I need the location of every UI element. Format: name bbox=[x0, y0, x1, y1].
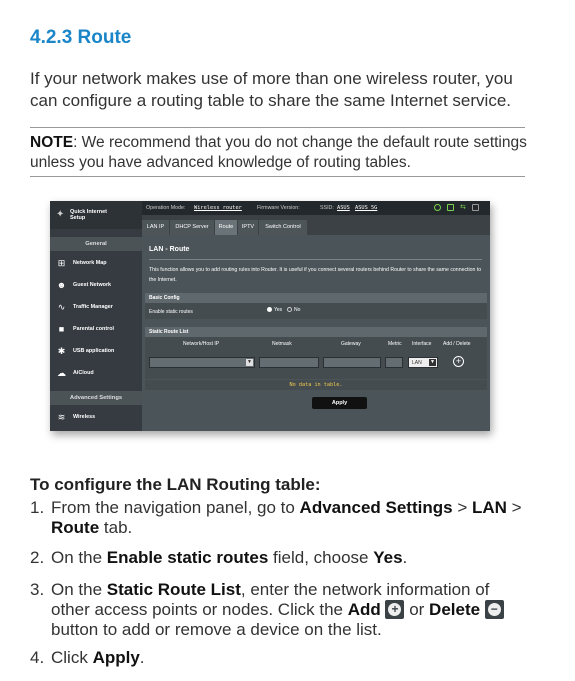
note-text: : We recommend that you do not change the default route settings unless you have advanced knowledge of routing tables. bbox=[30, 134, 527, 171]
usb-status-icon[interactable]: ⇆ bbox=[460, 204, 466, 211]
step-text: From the navigation panel, go to bbox=[51, 498, 300, 517]
step-text: On the bbox=[51, 548, 107, 567]
step-bold: Apply bbox=[92, 648, 140, 667]
add-icon[interactable]: + bbox=[453, 356, 464, 367]
firmware-label: Firmware Version: bbox=[257, 205, 300, 211]
operation-mode-value[interactable]: Wireless router bbox=[194, 205, 242, 211]
step-bold: Enable static routes bbox=[106, 548, 269, 567]
minus-icon: − bbox=[488, 603, 501, 616]
qis-label-2: Setup bbox=[70, 215, 86, 221]
guest-network-icon: ☻ bbox=[56, 280, 67, 290]
col-interface: Interface bbox=[412, 341, 432, 347]
sidebar bbox=[50, 201, 142, 431]
step-text: . bbox=[402, 548, 408, 567]
interface-value: LAN bbox=[412, 360, 422, 366]
sidebar-item-parental-control[interactable] bbox=[50, 318, 142, 340]
apply-button[interactable]: Apply bbox=[312, 397, 367, 409]
radio-yes-label: Yes bbox=[274, 307, 283, 313]
step-text: Click bbox=[51, 648, 93, 667]
gateway-input[interactable] bbox=[323, 357, 381, 368]
step-text: > bbox=[452, 498, 472, 517]
divider-top bbox=[30, 127, 525, 128]
step-text: On the bbox=[51, 580, 107, 599]
basic-config-header: Basic Config bbox=[145, 293, 487, 303]
general-header: General bbox=[50, 237, 142, 251]
quick-internet-setup[interactable] bbox=[50, 201, 142, 229]
radio-no-label: No bbox=[294, 307, 301, 313]
printer-icon[interactable] bbox=[472, 204, 479, 211]
step-bold: Yes bbox=[373, 548, 403, 567]
step-number: 1. bbox=[30, 498, 45, 517]
step-bold: Advanced Settings bbox=[299, 498, 453, 517]
cloud-icon: ☁ bbox=[57, 368, 66, 378]
tab-switch-control[interactable]: Switch Control bbox=[259, 220, 308, 235]
panel-title: LAN - Route bbox=[149, 246, 190, 253]
lock-icon: ■ bbox=[58, 324, 65, 334]
step-bold: LAN bbox=[471, 498, 507, 517]
step-number: 4. bbox=[30, 648, 45, 667]
network-map-icon: ⊞ bbox=[57, 258, 66, 268]
step-text: tab. bbox=[99, 518, 133, 537]
sidebar-item-label: Network Map bbox=[73, 260, 107, 266]
enable-static-routes-row bbox=[145, 303, 487, 319]
ssid-2[interactable]: ASUS_5G bbox=[355, 205, 378, 211]
intro-paragraph: If your network makes use of more than one wireless router, you can configure a routing table to share the same Internet service. bbox=[30, 69, 513, 110]
sidebar-item-wireless[interactable] bbox=[50, 406, 142, 428]
sidebar-item-traffic-manager[interactable] bbox=[50, 296, 142, 318]
wand-icon: ✦ bbox=[56, 209, 65, 220]
sidebar-item-guest-network[interactable] bbox=[50, 274, 142, 296]
col-network-host-ip: Network/Host IP bbox=[183, 341, 220, 347]
add-button-icon bbox=[385, 600, 404, 619]
no-data-text: No data in table. bbox=[289, 382, 343, 388]
col-gateway: Gateway bbox=[341, 341, 361, 347]
interface-select[interactable] bbox=[408, 357, 438, 368]
static-route-list-header: Static Route List bbox=[145, 327, 487, 337]
router-screenshot bbox=[50, 201, 490, 431]
step-bold: Route bbox=[51, 518, 100, 537]
ssid-1[interactable]: ASUS bbox=[337, 205, 350, 211]
sidebar-item-label: Wireless bbox=[73, 414, 96, 420]
note-label: NOTE bbox=[30, 134, 74, 151]
qis-label-1: Quick Internet bbox=[70, 209, 107, 215]
enable-static-routes-label: Enable static routes bbox=[149, 309, 193, 315]
device-icon[interactable] bbox=[447, 204, 454, 211]
metric-input[interactable] bbox=[385, 357, 403, 368]
tab-iptv[interactable]: IPTV bbox=[238, 220, 259, 235]
chevron-down-icon: ▼ bbox=[430, 359, 435, 365]
step-text: or bbox=[404, 600, 430, 619]
radio-no[interactable] bbox=[287, 307, 300, 313]
panel-divider bbox=[149, 259, 482, 260]
user-icon[interactable] bbox=[434, 204, 441, 211]
col-add-delete: Add / Delete bbox=[443, 341, 471, 347]
wifi-icon: ≋ bbox=[57, 412, 66, 422]
sidebar-item-label: Traffic Manager bbox=[73, 304, 113, 310]
ssid-label: SSID: bbox=[320, 205, 334, 211]
network-host-ip-input[interactable] bbox=[149, 357, 255, 368]
operation-mode-label: Operation Mode: bbox=[146, 205, 186, 211]
sidebar-item-network-map[interactable] bbox=[50, 252, 142, 274]
plus-icon: + bbox=[388, 603, 401, 616]
col-metric: Metric bbox=[388, 341, 402, 347]
sidebar-item-label: USB application bbox=[73, 348, 115, 354]
step-text: field, choose bbox=[268, 548, 374, 567]
col-netmask: Netmask bbox=[272, 341, 292, 347]
panel-description: This function allows you to add routing rules into Router. It is useful if you connect several routers behind Router to share the same connection to the Internet. bbox=[149, 267, 482, 283]
step-text: , enter the network information of other access points or nodes. Click the bbox=[51, 580, 490, 619]
tab-bar bbox=[142, 220, 490, 235]
delete-button-icon bbox=[485, 600, 504, 619]
netmask-input[interactable] bbox=[259, 357, 319, 368]
radio-yes[interactable] bbox=[267, 307, 282, 313]
chevron-down-icon[interactable]: ▼ bbox=[247, 359, 252, 365]
sidebar-item-aicloud[interactable] bbox=[50, 362, 142, 384]
radio-no-dot bbox=[287, 307, 292, 312]
divider-bottom bbox=[30, 176, 525, 177]
traffic-manager-icon: ∿ bbox=[57, 302, 66, 312]
radio-yes-dot bbox=[267, 307, 272, 312]
advanced-settings-header: Advanced Settings bbox=[50, 391, 142, 405]
step-bold: Add bbox=[347, 600, 381, 619]
route-panel bbox=[142, 235, 490, 431]
status-bar bbox=[142, 201, 490, 215]
step-text: . bbox=[139, 648, 145, 667]
step-number: 2. bbox=[30, 548, 45, 567]
tab-lan-ip[interactable]: LAN IP bbox=[142, 220, 170, 235]
note bbox=[30, 133, 530, 173]
step-text: button to add or remove a device on the list. bbox=[51, 620, 382, 639]
tab-route[interactable]: Route bbox=[215, 220, 238, 235]
static-route-table bbox=[145, 337, 487, 379]
step-text: > bbox=[506, 498, 522, 517]
tab-dhcp-server[interactable]: DHCP Server bbox=[170, 220, 215, 235]
usb-icon: ✱ bbox=[57, 346, 66, 356]
step-bold: Delete bbox=[429, 600, 481, 619]
step-number: 3. bbox=[30, 580, 45, 599]
step-bold: Static Route List bbox=[106, 580, 241, 599]
sidebar-item-label: Guest Network bbox=[73, 282, 112, 288]
sidebar-item-usb-application[interactable] bbox=[50, 340, 142, 362]
section-title: 4.2.3 Route bbox=[30, 27, 132, 48]
sidebar-item-label: AiCloud bbox=[73, 370, 94, 376]
instructions-heading: To configure the LAN Routing table: bbox=[30, 475, 321, 494]
sidebar-item-label: Parental control bbox=[73, 326, 115, 332]
no-data-row bbox=[145, 380, 487, 390]
